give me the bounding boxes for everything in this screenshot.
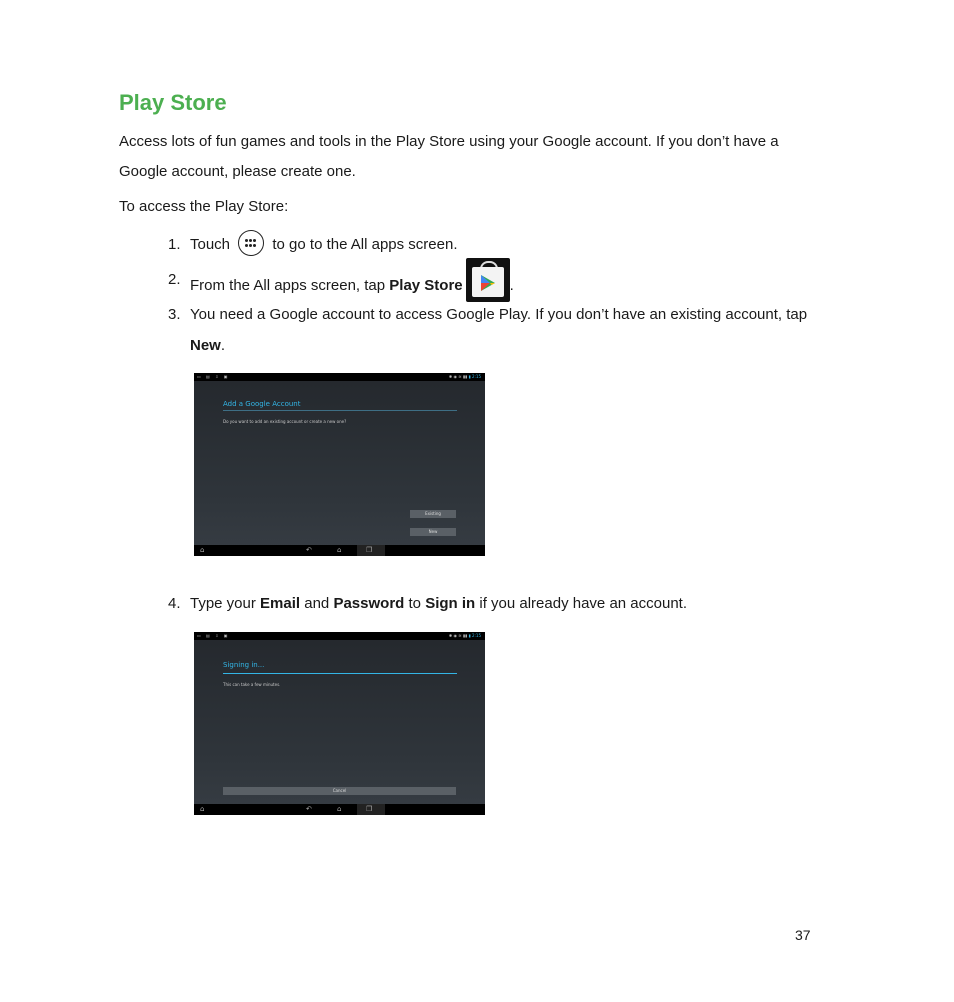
status-bar: ▭ ▤ ⇩ ▣ ✱ ◉ ≋ ▮▮ ▮ 2:15 [194, 632, 485, 640]
play-store-icon [466, 258, 510, 302]
home-icon[interactable]: ⌂ [337, 546, 342, 554]
step-bold: Play Store [389, 276, 463, 294]
step-number: 2. [168, 271, 181, 288]
step-number: 1. [168, 236, 181, 253]
home-icon[interactable]: ⌂ [337, 805, 342, 813]
back-icon[interactable]: ↶ [306, 805, 312, 813]
step-1 [168, 229, 808, 260]
dialog-message: This can take a few minutes. [223, 682, 281, 687]
divider [223, 410, 457, 411]
step-number: 4. [168, 595, 181, 612]
new-button[interactable]: New [410, 528, 456, 536]
step-number: 3. [168, 306, 181, 323]
dialog-title: Signing in... [223, 661, 265, 669]
step-bold: Email [260, 595, 301, 612]
step-text: to go to the All apps screen. [272, 236, 458, 253]
step-text: Touch [190, 236, 231, 253]
step-bold: Password [333, 595, 405, 612]
dialog-question: Do you want to add an existing account or create a new one? [223, 419, 347, 424]
back-icon[interactable]: ↶ [306, 546, 312, 554]
status-bar: ▭ ▤ ⇩ ▣ ✱ ◉ ≋ ▮▮ ▮ 2:15 [194, 373, 485, 381]
signing-in-screenshot [194, 632, 485, 815]
step-text: . [509, 276, 514, 294]
all-apps-icon [238, 230, 264, 256]
intro-paragraph: Access lots of fun games and tools in the Play Store using your Google account. If you don’t have a Google account, please create one. [119, 133, 779, 180]
step-text: to [408, 595, 422, 612]
recent-apps-icon[interactable]: ❐ [366, 546, 373, 554]
dialog-title: Add a Google Account [223, 400, 301, 408]
step-2 [168, 264, 808, 295]
step-3 [168, 299, 808, 354]
step-bold: New [190, 337, 221, 354]
recent-apps-icon[interactable]: ❐ [366, 805, 373, 813]
step-text: if you already have an account. [479, 595, 687, 612]
step-text: . [220, 337, 226, 354]
existing-button[interactable]: Existing [410, 510, 456, 518]
step-4 [168, 588, 808, 619]
step-text: and [304, 595, 330, 612]
add-account-screenshot [194, 373, 485, 556]
progress-bar [223, 673, 457, 674]
keyboard-icon[interactable]: ⌂ [200, 546, 205, 554]
navigation-bar [194, 545, 485, 556]
page-title: Play Store [119, 90, 227, 115]
step-text: Type your [190, 595, 256, 612]
keyboard-icon[interactable]: ⌂ [200, 805, 205, 813]
page-number: 37 [795, 927, 811, 943]
cancel-button[interactable]: Cancel [223, 787, 456, 795]
access-instructions: To access the Play Store: [119, 198, 289, 215]
step-text: From the All apps screen, tap [190, 276, 386, 294]
step-bold: Sign in [425, 595, 476, 612]
step-text: You need a Google account to access Google Play. If you don’t have an existing account, tap [190, 306, 808, 323]
navigation-bar [194, 804, 485, 815]
